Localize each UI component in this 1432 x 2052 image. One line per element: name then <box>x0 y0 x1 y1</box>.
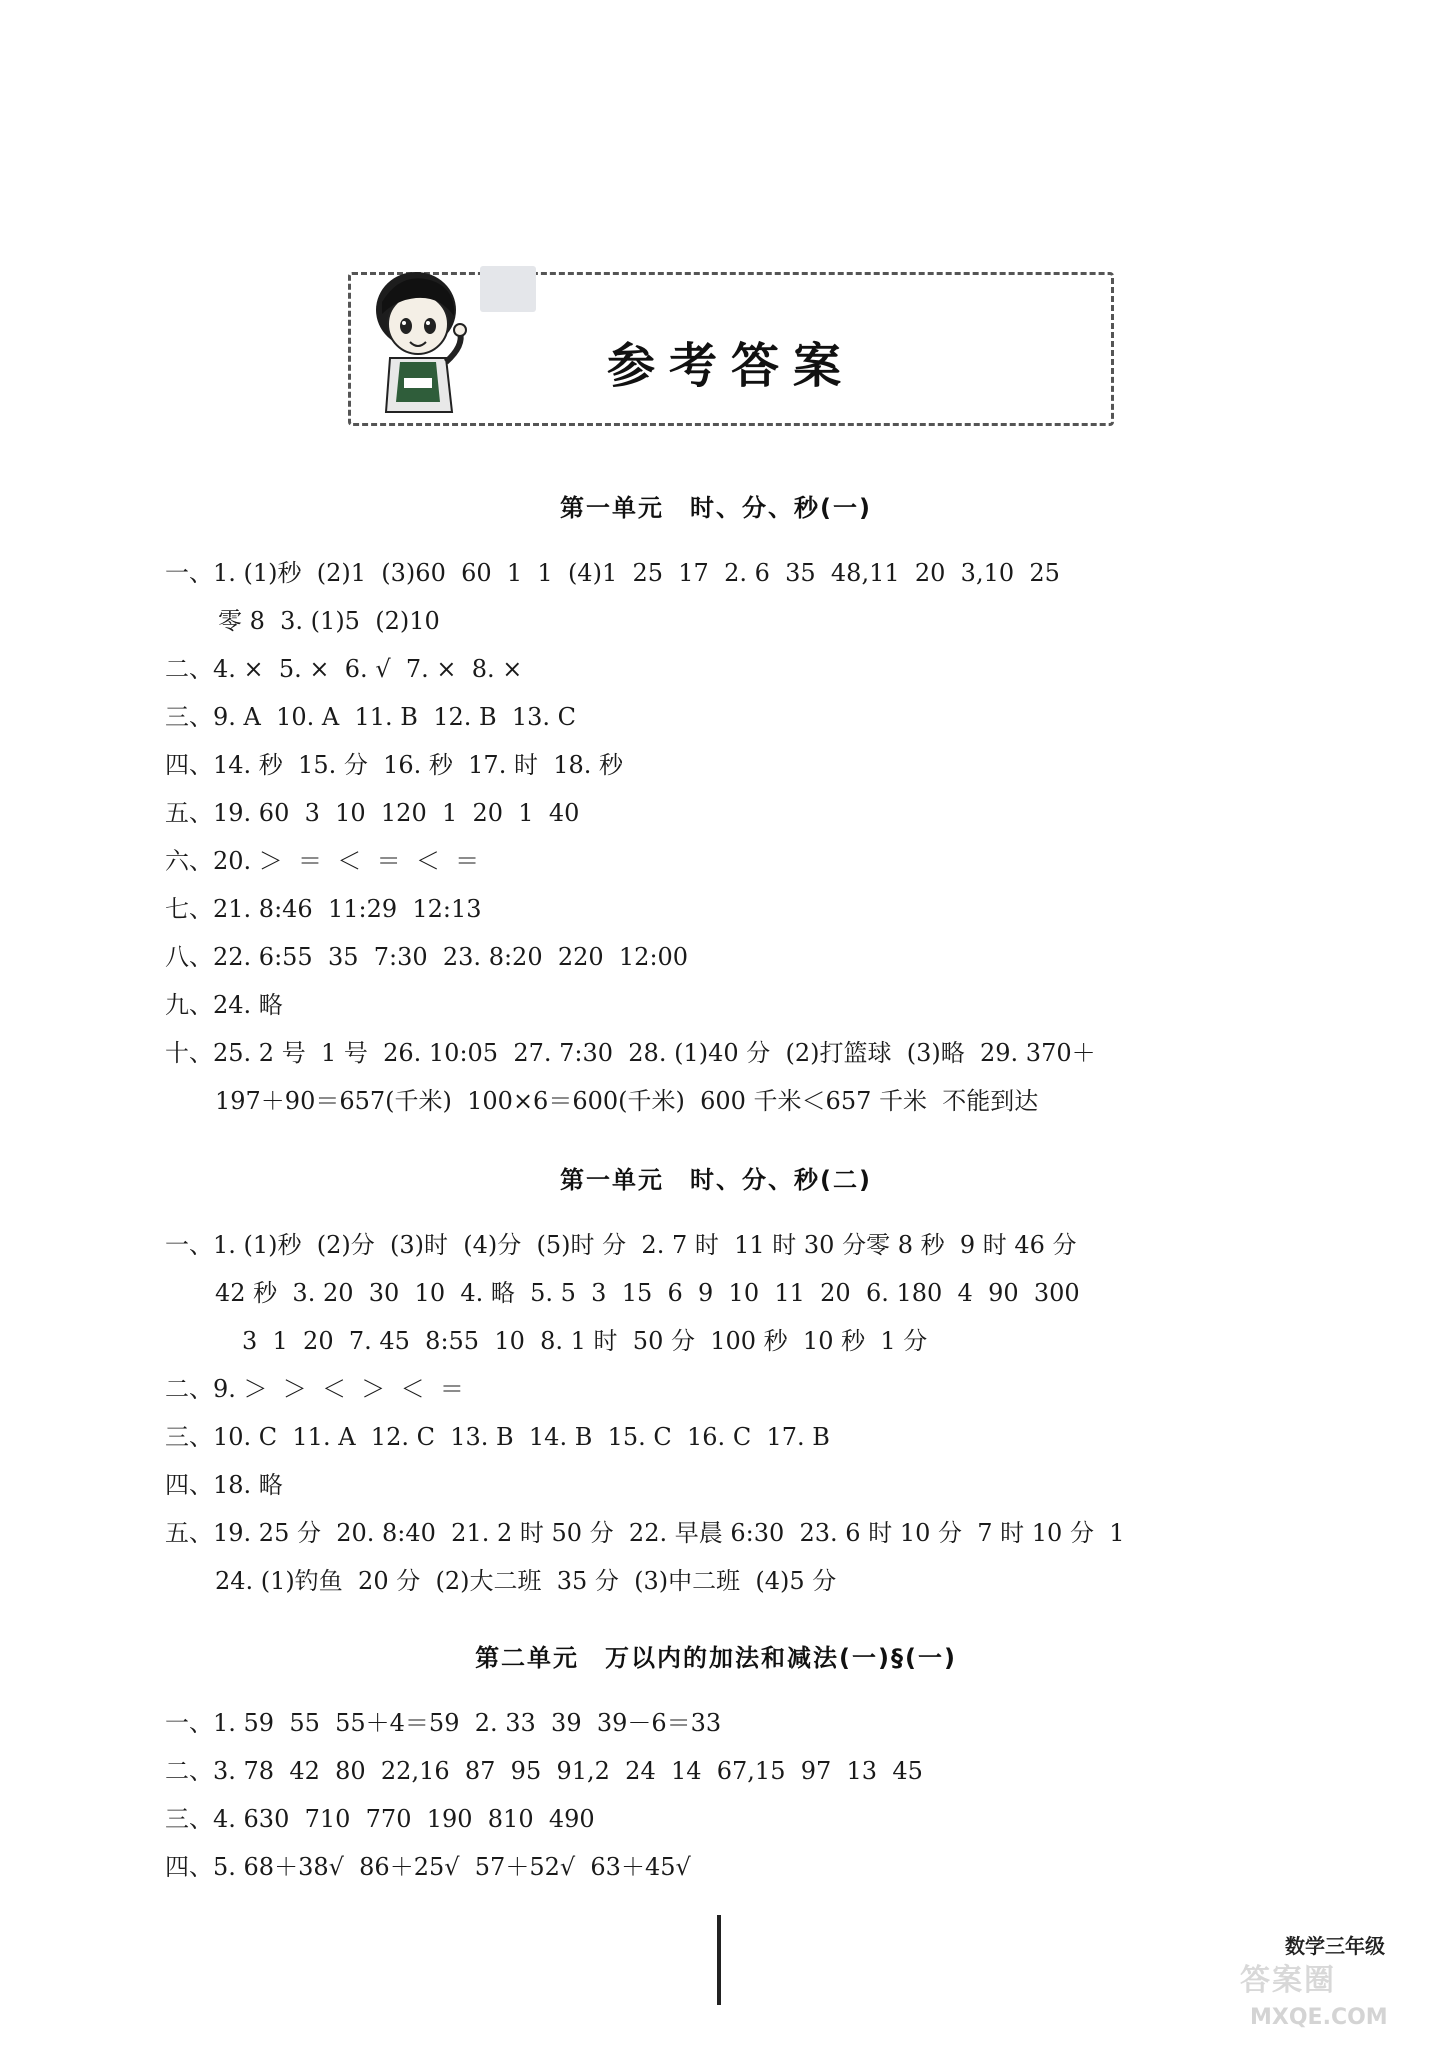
corner-stamp <box>480 266 536 312</box>
answer-line: 二、9. ＞ ＞ ＜ ＞ ＜ ＝ <box>165 1375 464 1403</box>
answer-line: 九、24. 略 <box>165 991 283 1019</box>
answer-line: 七、21. 8:46 11:29 12:13 <box>165 895 482 923</box>
answer-line: 3 1 20 7. 45 8:55 10 8. 1 时 50 分 100 秒 10 秒 1 分 <box>242 1327 928 1355</box>
answer-line: 四、5. 68＋38√ 86＋25√ 57＋52√ 63＋45√ <box>165 1853 691 1881</box>
section-title-2: 第一单元 时、分、秒(二) <box>560 1166 872 1194</box>
answer-line: 42 秒 3. 20 30 10 4. 略 5. 5 3 15 6 9 10 11 20 6. 180 4 90 300 <box>215 1279 1080 1307</box>
answer-line: 四、18. 略 <box>165 1471 283 1499</box>
section-title-1: 第一单元 时、分、秒(一) <box>560 494 872 522</box>
watermark-logo: 答案圈 <box>1240 1963 1336 1998</box>
answer-line: 三、4. 630 710 770 190 810 490 <box>165 1805 595 1833</box>
answer-line: 24. (1)钓鱼 20 分 (2)大二班 35 分 (3)中二班 (4)5 分 <box>215 1567 837 1595</box>
section-title-3: 第二单元 万以内的加法和减法(一)§(一) <box>475 1644 957 1672</box>
answer-line: 十、25. 2 号 1 号 26. 10:05 27. 7:30 28. (1)40 分 (2)打篮球 (3)略 29. 370＋ <box>165 1039 1096 1067</box>
page-gutter-mark <box>717 1915 721 2005</box>
answer-line: 一、1. 59 55 55＋4＝59 2. 33 39 39－6＝33 <box>165 1709 722 1737</box>
answer-line: 三、10. C 11. A 12. C 13. B 14. B 15. C 16. C 17. B <box>165 1423 830 1451</box>
boy-mascot-illustration <box>360 262 480 422</box>
answer-line: 六、20. ＞ ＝ ＜ ＝ ＜ ＝ <box>165 847 480 875</box>
answer-line: 三、9. A 10. A 11. B 12. B 13. C <box>165 703 577 731</box>
banner-title: 参考答案 <box>606 338 855 394</box>
answer-line: 五、19. 60 3 10 120 1 20 1 40 <box>165 799 580 827</box>
answer-line: 零 8 3. (1)5 (2)10 <box>218 607 440 635</box>
footer-label: 数学三年级 <box>1285 1934 1385 1958</box>
answer-line: 二、4. × 5. × 6. √ 7. × 8. × <box>165 655 523 683</box>
answer-line: 二、3. 78 42 80 22,16 87 95 91,2 24 14 67,15 97 13 45 <box>165 1757 923 1785</box>
answer-line: 四、14. 秒 15. 分 16. 秒 17. 时 18. 秒 <box>165 751 624 779</box>
answer-line: 八、22. 6:55 35 7:30 23. 8:20 220 12:00 <box>165 943 689 971</box>
answer-line: 197＋90＝657(千米) 100×6＝600(千米) 600 千米＜657 千米 不能到达 <box>215 1087 1039 1115</box>
answer-line: 五、19. 25 分 20. 8:40 21. 2 时 50 分 22. 早晨 6:30 23. 6 时 10 分 7 时 10 分 1 <box>165 1519 1125 1547</box>
watermark-url: MXQE.COM <box>1250 2005 1388 2030</box>
answer-line: 一、1. (1)秒 (2)分 (3)时 (4)分 (5)时 分 2. 7 时 11 时 30 分零 8 秒 9 时 46 分 <box>165 1231 1077 1259</box>
answer-line: 一、1. (1)秒 (2)1 (3)60 60 1 1 (4)1 25 17 2. 6 35 48,11 20 3,10 25 <box>165 559 1060 587</box>
